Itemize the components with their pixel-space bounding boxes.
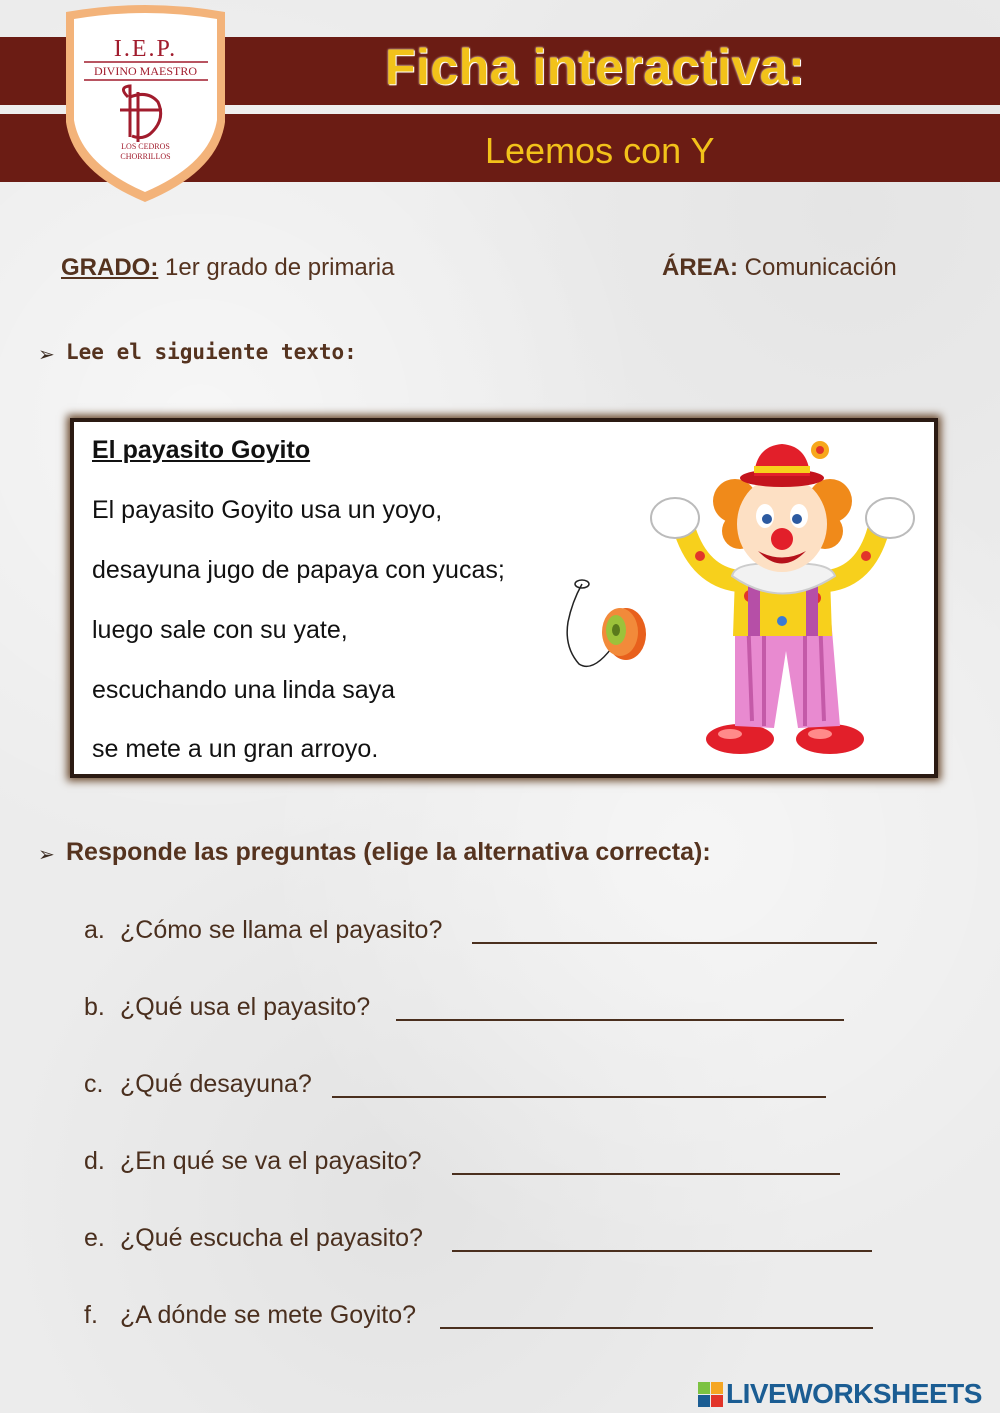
answer-field-a[interactable] (472, 942, 877, 944)
question-c (84, 1070, 312, 1099)
question-letter: d. (84, 1147, 105, 1175)
reading-box (70, 418, 938, 778)
question-text: ¿Qué usa el payasito? (120, 993, 371, 1021)
question-text: ¿A dónde se mete Goyito? (120, 1301, 417, 1329)
liveworksheets-watermark: LIVEWORKSHEETS (726, 1378, 982, 1409)
logo-iep: I.E.P. (113, 36, 178, 62)
question-text: ¿Qué escucha el payasito? (120, 1224, 423, 1252)
reading-line: desayuna jugo de papaya con yucas; (92, 556, 505, 584)
question-f (84, 1301, 416, 1330)
logo-location-2: CHORRILLOS (120, 152, 171, 161)
answer-field-b[interactable] (396, 1019, 844, 1021)
answer-field-f[interactable] (440, 1327, 873, 1329)
grade-value: 1er grado de primaria (165, 254, 395, 281)
question-letter: e. (84, 1224, 105, 1252)
question-text: ¿Qué desayuna? (120, 1070, 312, 1098)
answer-field-c[interactable] (332, 1096, 826, 1098)
answer-field-d[interactable] (452, 1173, 840, 1175)
arrow-bullet-icon: ➢ (38, 344, 55, 366)
worksheet-subtitle: Leemos con Y (485, 130, 715, 171)
area-row (662, 254, 897, 282)
instruction-answer: Responde las preguntas (elige la alternativa correcta): (66, 838, 711, 866)
question-d (84, 1147, 422, 1176)
grade-row (61, 254, 394, 282)
question-e (84, 1224, 423, 1253)
question-letter: b. (84, 993, 105, 1021)
area-label: ÁREA: (662, 254, 738, 281)
reading-line: escuchando una linda saya (92, 676, 396, 704)
clown-illustration (640, 436, 920, 761)
worksheet-title: Ficha interactiva: (385, 39, 806, 95)
answer-field-e[interactable] (452, 1250, 872, 1252)
question-text: ¿En qué se va el payasito? (120, 1147, 422, 1175)
reading-title: El payasito Goyito (92, 436, 311, 464)
question-text: ¿Cómo se llama el payasito? (120, 916, 443, 944)
school-logo (58, 2, 233, 207)
grade-label: GRADO: (61, 254, 159, 281)
reading-line: El payasito Goyito usa un yoyo, (92, 496, 443, 524)
question-a (84, 916, 442, 945)
question-b (84, 993, 370, 1022)
question-letter: a. (84, 916, 105, 944)
instruction-read: Lee el siguiente texto: (66, 340, 357, 364)
question-letter: f. (84, 1301, 98, 1329)
reading-line: se mete a un gran arroyo. (92, 735, 379, 763)
reading-line: luego sale con su yate, (92, 616, 348, 644)
logo-location-1: LOS CEDROS (121, 142, 170, 151)
liveworksheets-logo-icon (698, 1382, 724, 1408)
question-letter: c. (84, 1070, 104, 1098)
logo-school-name: DIVINO MAESTRO (94, 64, 197, 78)
yoyo-illustration (554, 572, 654, 682)
area-value: Comunicación (744, 254, 897, 281)
arrow-bullet-icon: ➢ (38, 844, 55, 866)
